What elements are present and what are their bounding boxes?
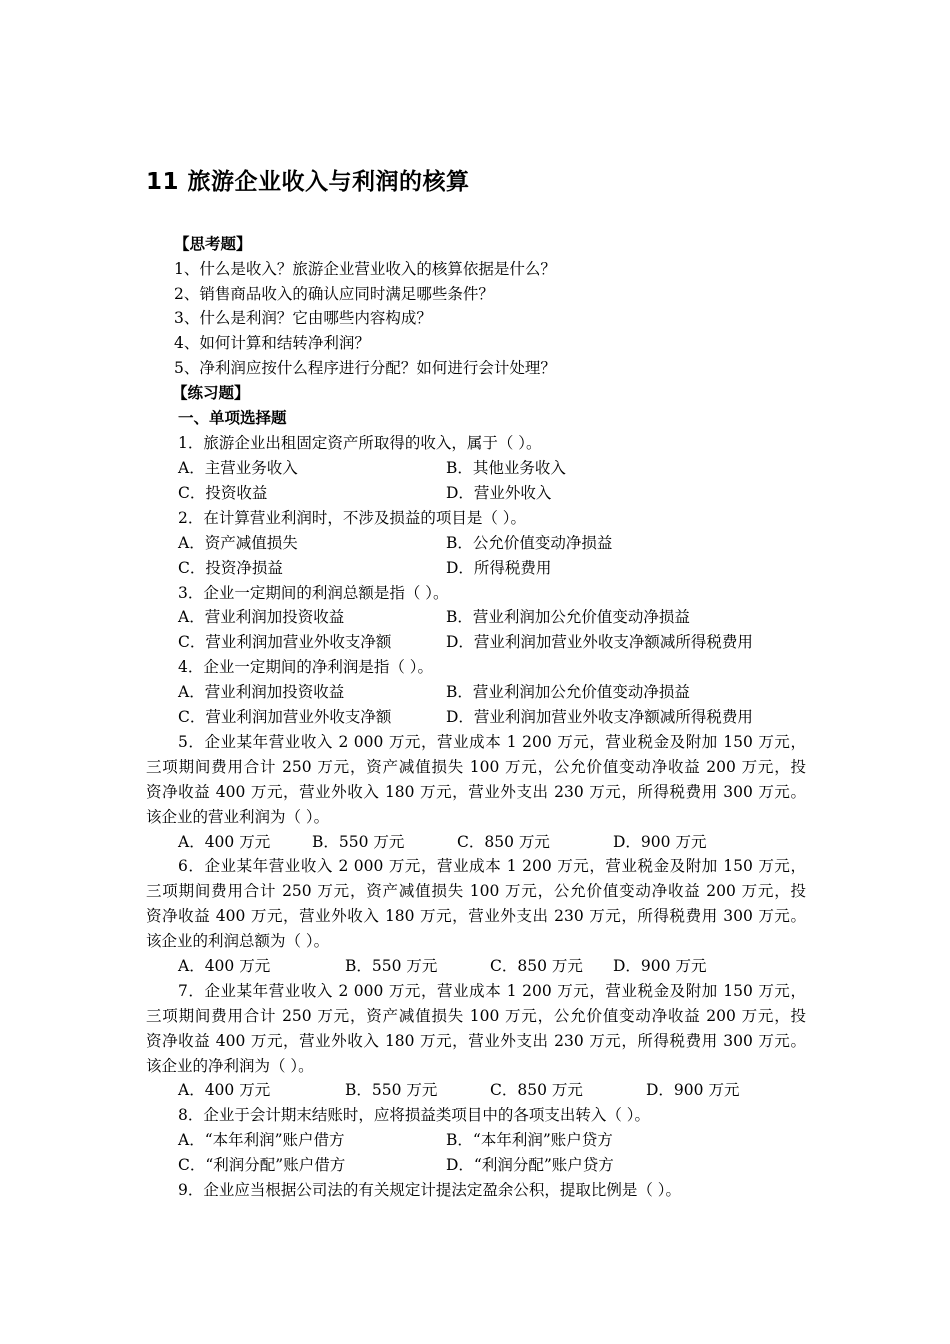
chapter-title: 11 旅游企业收入与利润的核算 bbox=[146, 169, 470, 195]
option-c: C．850 万元 bbox=[457, 833, 550, 851]
option-c: C．投资收益 bbox=[178, 484, 268, 502]
question-stem-line: 7．企业某年营业收入 2 000 万元，营业成本 1 200 万元，营业税金及附加 150 万元， bbox=[178, 982, 806, 1000]
option-a: A．400 万元 bbox=[178, 1081, 271, 1099]
option-b: B．营业利润加公允价值变动净损益 bbox=[446, 683, 690, 701]
option-d: D．“利润分配”账户贷方 bbox=[446, 1156, 614, 1174]
option-c: C．营业利润加营业外收支净额 bbox=[178, 708, 392, 726]
question-stem: 4．企业一定期间的净利润是指（ ）。 bbox=[178, 658, 434, 676]
option-b: B．550 万元 bbox=[345, 957, 438, 975]
option-b: B．公允价值变动净损益 bbox=[446, 534, 613, 552]
option-d: D．营业利润加营业外收支净额减所得税费用 bbox=[446, 633, 753, 651]
option-a: A．资产减值损失 bbox=[178, 534, 298, 552]
question-stem: 9．企业应当根据公司法的有关规定计提法定盈余公积，提取比例是（ ）。 bbox=[178, 1181, 682, 1199]
option-d: D．所得税费用 bbox=[446, 559, 552, 577]
option-a: A．营业利润加投资收益 bbox=[178, 683, 345, 701]
option-b: B．550 万元 bbox=[312, 833, 405, 851]
question-stem: 1．旅游企业出租固定资产所取得的收入，属于（ ）。 bbox=[178, 434, 542, 452]
question-stem-line: 6．企业某年营业收入 2 000 万元，营业成本 1 200 万元，营业税金及附加 150 万元， bbox=[178, 857, 806, 875]
option-d: D．900 万元 bbox=[613, 833, 707, 851]
question-stem-line: 资净收益 400 万元，营业外收入 180 万元，营业外支出 230 万元，所得税费用 300 万元。 bbox=[146, 1032, 806, 1050]
option-c: C．850 万元 bbox=[490, 1081, 583, 1099]
thinking-item: 1、什么是收入？旅游企业营业收入的核算依据是什么？ bbox=[174, 260, 556, 278]
question-stem-line: 5．企业某年营业收入 2 000 万元，营业成本 1 200 万元，营业税金及附加 150 万元， bbox=[178, 733, 806, 751]
question-stem-line: 三项期间费用合计 250 万元，资产减值损失 100 万元，公允价值变动净收益 200 万元，投 bbox=[146, 882, 806, 900]
option-d: D．营业外收入 bbox=[446, 484, 552, 502]
option-c: C．投资净损益 bbox=[178, 559, 283, 577]
thinking-item: 2、销售商品收入的确认应同时满足哪些条件？ bbox=[174, 285, 494, 303]
option-b: B．其他业务收入 bbox=[446, 459, 566, 477]
thinking-item: 4、如何计算和结转净利润？ bbox=[174, 334, 370, 352]
section-heading: 一、单项选择题 bbox=[178, 409, 287, 427]
thinking-item: 5、净利润应按什么程序进行分配？如何进行会计处理？ bbox=[174, 359, 556, 377]
question-stem-line: 资净收益 400 万元，营业外收入 180 万元，营业外支出 230 万元，所得税费用 300 万元。 bbox=[146, 783, 806, 801]
thinking-heading: 【思考题】 bbox=[174, 235, 252, 253]
option-a: A．主营业务收入 bbox=[178, 459, 298, 477]
question-stem-line: 三项期间费用合计 250 万元，资产减值损失 100 万元，公允价值变动净收益 200 万元，投 bbox=[146, 1007, 806, 1025]
option-b: B．550 万元 bbox=[345, 1081, 438, 1099]
option-b: B．营业利润加公允价值变动净损益 bbox=[446, 608, 690, 626]
thinking-item: 3、什么是利润？它由哪些内容构成？ bbox=[174, 309, 432, 327]
practice-heading: 【练习题】 bbox=[172, 384, 250, 402]
option-a: A．营业利润加投资收益 bbox=[178, 608, 345, 626]
option-a: A．400 万元 bbox=[178, 833, 271, 851]
option-c: C．850 万元 bbox=[490, 957, 583, 975]
option-d: D．营业利润加营业外收支净额减所得税费用 bbox=[446, 708, 753, 726]
question-stem: 3．企业一定期间的利润总额是指（ ）。 bbox=[178, 584, 449, 602]
question-stem-line: 该企业的利润总额为（ ）。 bbox=[146, 932, 330, 950]
option-c: C．“利润分配”账户借方 bbox=[178, 1156, 346, 1174]
question-stem: 2．在计算营业利润时，不涉及损益的项目是（ ）。 bbox=[178, 509, 527, 527]
question-stem-line: 资净收益 400 万元，营业外收入 180 万元，营业外支出 230 万元，所得税费用 300 万元。 bbox=[146, 907, 806, 925]
question-stem-line: 该企业的营业利润为（ ）。 bbox=[146, 808, 330, 826]
option-a: A．“本年利润”账户借方 bbox=[178, 1131, 345, 1149]
option-b: B．“本年利润”账户贷方 bbox=[446, 1131, 613, 1149]
option-c: C．营业利润加营业外收支净额 bbox=[178, 633, 392, 651]
option-a: A．400 万元 bbox=[178, 957, 271, 975]
question-stem-line: 三项期间费用合计 250 万元，资产减值损失 100 万元，公允价值变动净收益 200 万元，投 bbox=[146, 758, 806, 776]
option-d: D．900 万元 bbox=[646, 1081, 740, 1099]
question-stem-line: 该企业的净利润为（ ）。 bbox=[146, 1057, 314, 1075]
question-stem: 8．企业于会计期末结账时，应将损益类项目中的各项支出转入（ ）。 bbox=[178, 1106, 651, 1124]
option-d: D．900 万元 bbox=[613, 957, 707, 975]
